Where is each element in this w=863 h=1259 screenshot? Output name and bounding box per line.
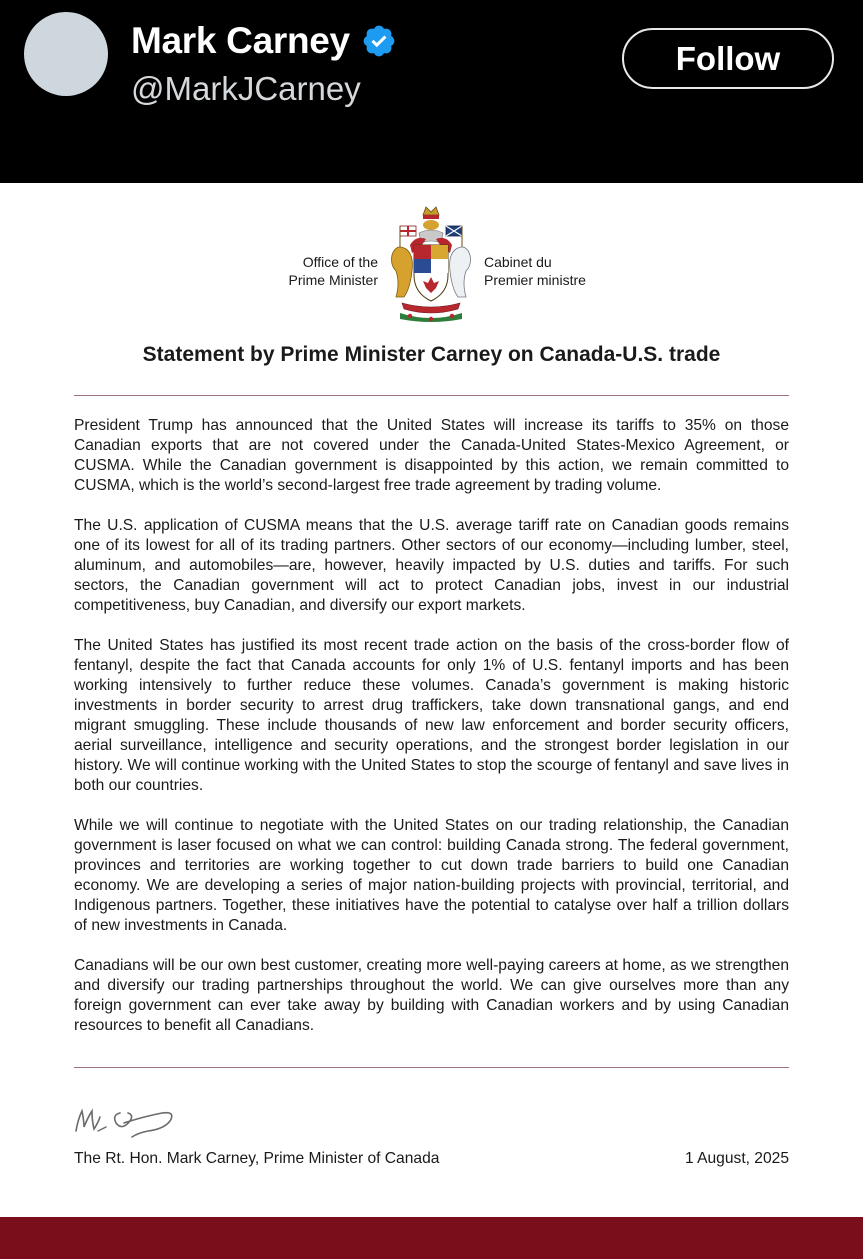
office-fr-line1: Cabinet du <box>484 254 552 270</box>
office-name-french <box>484 253 586 289</box>
display-name[interactable]: Mark Carney <box>131 20 350 61</box>
statement-paragraph: While we will continue to negotiate with the United States on our trading relationship, the Canadian government is laser focused on what we can control: building Canada strong. The federal government, provinces and territories are working together to cut down trade barriers to build one Canadian economy. We are developing a series of major nation-building projects with provincial, territorial, and Indigenous partners. Together, these initiatives have the potential to catalyse over half a trillion dollars of new investments in Canada. <box>74 817 789 934</box>
top-divider <box>74 395 789 396</box>
profile-handle[interactable]: @MarkJCarney <box>131 70 361 107</box>
statement-date: 1 August, 2025 <box>684 1150 789 1167</box>
office-en-line1: Office of the <box>302 254 378 270</box>
profile-header <box>0 0 863 183</box>
avatar[interactable] <box>24 12 108 96</box>
signatory-name: The Rt. Hon. Mark Carney, Prime Minister of Canada <box>74 1150 440 1167</box>
office-name-english <box>289 253 378 289</box>
statement-paragraph: The U.S. application of CUSMA means that the U.S. average tariff rate on Canadian goods remains one of its lowest for all of its trading partners. Other sectors of our economy—including lumber, steel, aluminum, and automobiles—are, however, heavily impacted by U.S. duties and tariffs. For such sectors, the Canadian government will act to protect Canadian jobs, invest in our industrial competitiveness, buy Canadian, and diversify our export markets. <box>74 517 789 614</box>
statement-paragraph: President Trump has announced that the United States will increase its tariffs to 35% on those Canadian exports that are not covered under the Canada-United States-Mexico Agreement, or CUSMA. While the Canadian government is disappointed by this action, we remain committed to CUSMA, which is the world’s second-largest free trade agreement by trading volume. <box>74 417 789 494</box>
office-en-line2: Prime Minister <box>288 272 378 288</box>
bottom-divider <box>74 1067 789 1068</box>
coat-of-arms-icon <box>386 205 476 323</box>
office-fr-line2: Premier ministre <box>484 272 586 288</box>
handwritten-signature <box>72 1101 184 1141</box>
verified-badge-icon <box>361 23 397 59</box>
footer-color-bar <box>0 1217 863 1259</box>
statement-body <box>74 416 789 1056</box>
statement-paragraph: The United States has justified its most recent trade action on the basis of the cross-border flow of fentanyl, despite the fact that Canada accounts for only 1% of U.S. fentanyl imports and has been working intensively to further reduce these volumes. Canada’s government is making historic investments in border security to arrest drug traffickers, take down transnational gangs, and end migrant smuggling. These include thousands of new law enforcement and border security officers, aerial surveillance, intelligence and security operations, and the strongest border legislation in our history. We will continue working with the United States to stop the scourge of fentanyl and save lives in both our countries. <box>74 637 789 794</box>
statement-title: Statement by Prime Minister Carney on Canada-U.S. trade <box>142 343 721 366</box>
follow-button[interactable]: Follow <box>622 28 834 89</box>
name-row <box>131 18 397 64</box>
statement-document <box>0 183 863 1217</box>
statement-paragraph: Canadians will be our own best customer, creating more well-paying careers at home, as we strengthen and diversify our trading partnerships throughout the world. We can give ourselves more than any foreign government can ever take away by building with Canadian workers and by using Canadian resources to benefit all Canadians. <box>74 957 789 1034</box>
